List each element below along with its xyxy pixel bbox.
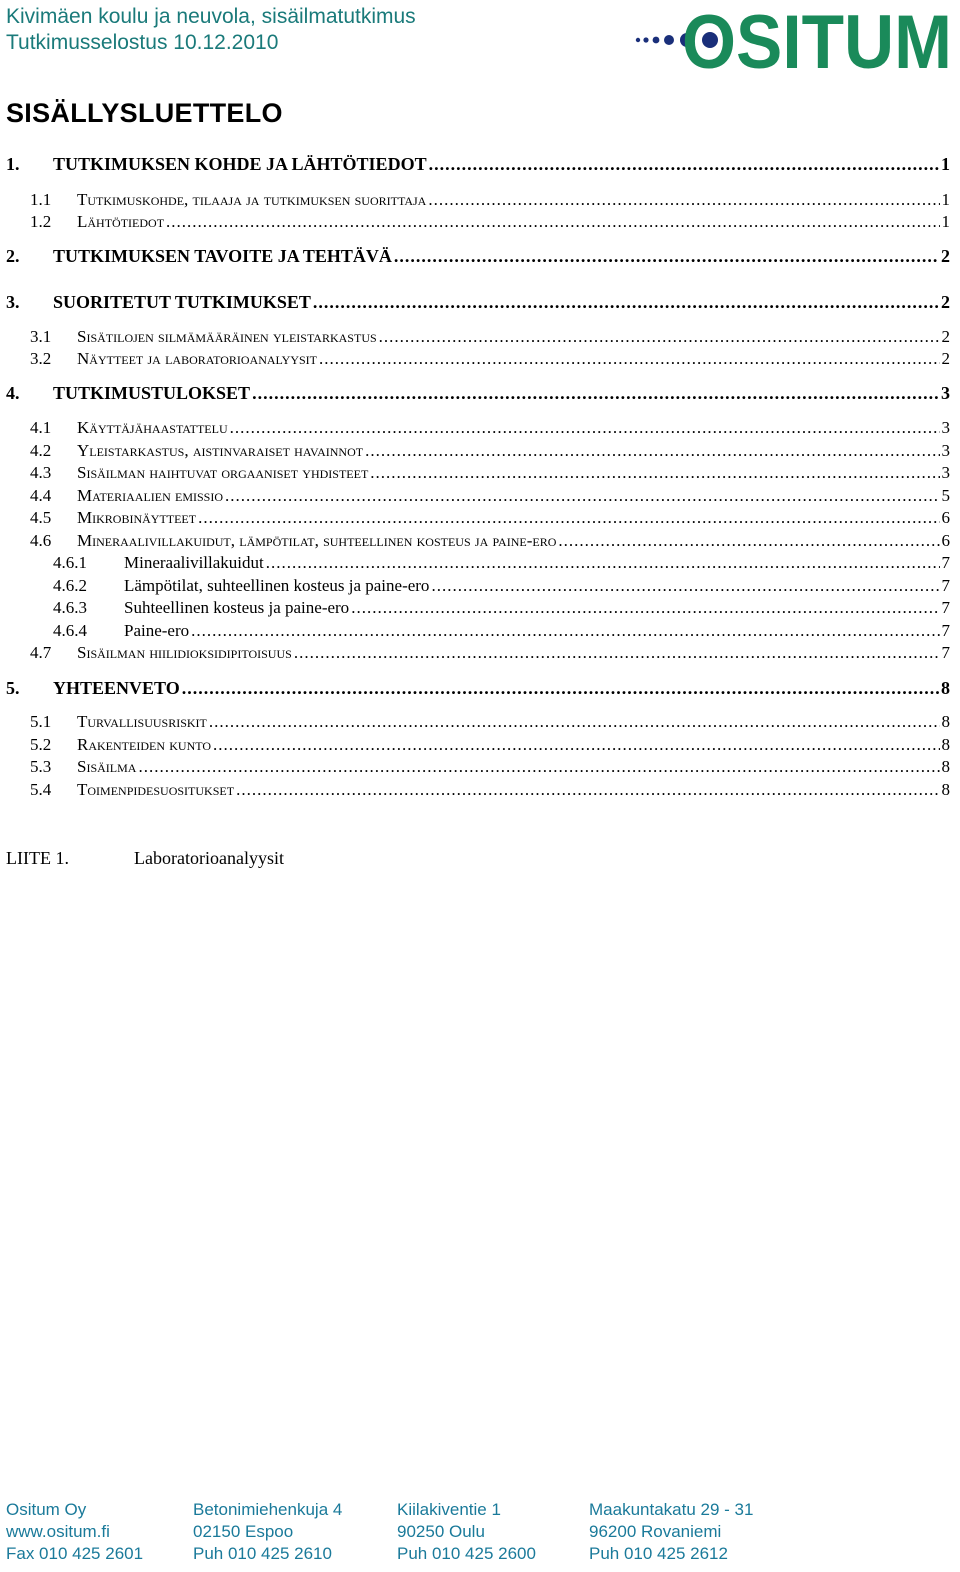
toc-entry — [6, 757, 950, 777]
ositum-logo-text: OSITUM — [682, 2, 952, 74]
footer-oulu-office — [397, 1499, 536, 1565]
toc-dot-leader — [198, 508, 939, 528]
footer-line: Betonimiehenkuja 4 — [193, 1500, 343, 1519]
toc-entry-number: 4.5 — [30, 508, 52, 527]
toc-entry-page: 3 — [941, 441, 950, 460]
toc-entry-title: TUTKIMUSTULOKSET — [53, 383, 251, 403]
footer-line: Kiilakiventie 1 — [397, 1500, 501, 1519]
toc-dot-leader — [431, 576, 939, 596]
toc-entry — [6, 508, 950, 528]
toc-entry-number: 3.2 — [30, 349, 52, 368]
toc-entry-number: 4.3 — [30, 463, 52, 482]
toc-entry-page: 7 — [941, 621, 950, 640]
toc-entry-title: TUTKIMUKSEN TAVOITE JA TEHTÄVÄ — [53, 246, 392, 266]
toc-entry — [6, 621, 950, 641]
footer-line: Puh 010 425 2612 — [589, 1544, 728, 1563]
toc-entry — [6, 712, 950, 732]
toc-dot-leader — [351, 598, 939, 618]
toc-entry — [6, 735, 950, 755]
page-title: SISÄLLYSLUETTELO — [6, 98, 283, 128]
appendix-title: Laboratorioanalyysit — [134, 848, 284, 868]
toc-entry-page: 7 — [941, 553, 950, 572]
toc-entry-number: 4.6.1 — [53, 553, 87, 572]
toc-entry-page: 7 — [941, 643, 950, 662]
toc-dot-leader — [294, 643, 940, 663]
toc-entry-title: Suhteellinen kosteus ja paine-ero — [124, 598, 350, 617]
toc-entry — [6, 418, 950, 438]
toc-entry — [6, 531, 950, 551]
toc-entry-title: Turvallisuusriskit — [77, 712, 207, 731]
toc-entry-number: 4.6.4 — [53, 621, 87, 640]
toc-entry-number: 4.4 — [30, 486, 52, 505]
footer-company — [6, 1499, 143, 1565]
appendix-label: LIITE 1. — [6, 848, 69, 868]
toc-entry-page: 6 — [941, 531, 950, 550]
toc-entry-page: 6 — [941, 508, 950, 527]
toc-dot-leader — [225, 486, 939, 506]
footer-line: 96200 Rovaniemi — [589, 1522, 722, 1541]
toc-entry-number: 5.4 — [30, 780, 52, 799]
header-report-date: Tutkimusselostus 10.12.2010 — [6, 31, 279, 54]
toc-entry-title: Lämpötilat, suhteellinen kosteus ja paine-ero — [124, 576, 430, 595]
toc-entry-page: 1 — [941, 154, 950, 174]
toc-entry — [6, 190, 950, 210]
toc-entry-number: 4.7 — [30, 643, 52, 662]
toc-entry-number: 1.2 — [30, 212, 52, 231]
toc-entry-number: 4.6.3 — [53, 598, 87, 617]
toc-entry-title: Mikrobinäytteet — [77, 508, 197, 527]
toc-entry — [6, 598, 950, 618]
toc-entry-number: 3.1 — [30, 327, 52, 346]
toc-entry-page: 2 — [941, 327, 950, 346]
header-project-title: Kivimäen koulu ja neuvola, sisäilmatutkimus — [6, 5, 416, 28]
toc-entry-page: 2 — [941, 349, 950, 368]
toc-entry-number: 3. — [6, 292, 20, 312]
toc-entry-title: TUTKIMUKSEN KOHDE JA LÄHTÖTIEDOT — [53, 154, 427, 174]
toc-entry-title: SUORITETUT TUTKIMUKSET — [53, 292, 311, 312]
toc-entry-number: 1.1 — [30, 190, 52, 209]
toc-dot-leader — [191, 621, 939, 641]
toc-entry-page: 1 — [941, 212, 950, 231]
footer-rovaniemi-office — [589, 1499, 753, 1565]
toc-dot-leader — [209, 712, 940, 732]
footer-line: Maakuntakatu 29 - 31 — [589, 1500, 754, 1519]
toc-dot-leader — [213, 735, 939, 755]
toc-dot-leader — [365, 441, 939, 461]
toc-entry — [6, 246, 950, 267]
toc-entry-number: 2. — [6, 246, 20, 266]
toc-entry-title: Sisäilman haihtuvat orgaaniset yhdisteet — [77, 463, 369, 482]
toc-entry — [6, 486, 950, 506]
toc-entry-number: 4. — [6, 383, 20, 403]
footer-line: Puh 010 425 2610 — [193, 1544, 332, 1563]
toc-entry-page: 3 — [941, 463, 950, 482]
toc-entry — [6, 383, 950, 404]
toc-entry-number: 4.1 — [30, 418, 52, 437]
toc-entry-number: 4.6.2 — [53, 576, 87, 595]
toc-entry-title: Käyttäjähaastattelu — [77, 418, 228, 437]
toc-entry-page: 2 — [941, 246, 950, 266]
toc-dot-leader — [558, 531, 939, 551]
toc-entry-page: 8 — [941, 735, 950, 754]
toc-entry-page: 7 — [941, 576, 950, 595]
appendix-entry — [6, 848, 284, 869]
toc-entry-number: 4.6 — [30, 531, 52, 550]
toc-entry-number: 1. — [6, 154, 20, 174]
ositum-logo-graphic — [632, 2, 954, 74]
toc-entry-number: 5.2 — [30, 735, 52, 754]
toc-entry — [6, 553, 950, 573]
footer-line: Ositum Oy — [6, 1500, 87, 1519]
footer-line: 90250 Oulu — [397, 1522, 485, 1541]
toc-entry-number: 5.1 — [30, 712, 52, 731]
toc-entry — [6, 780, 950, 800]
footer-line: Fax 010 425 2601 — [6, 1544, 144, 1563]
toc-entry-page: 8 — [941, 757, 950, 776]
toc-dot-leader — [379, 327, 940, 347]
footer-line: 02150 Espoo — [193, 1522, 294, 1541]
toc-entry — [6, 212, 950, 232]
toc-entry — [6, 576, 950, 596]
toc-entry-title: Yleistarkastus, aistinvaraiset havainnot — [77, 441, 364, 460]
toc-entry — [6, 643, 950, 663]
toc-entry-title: Rakenteiden kunto — [77, 735, 212, 754]
toc-entry-title: Lähtötiedot — [77, 212, 165, 231]
footer-line: Puh 010 425 2600 — [397, 1544, 536, 1563]
toc-dot-leader — [236, 780, 939, 800]
toc-dot-leader — [319, 349, 939, 369]
toc-entry-title: Tutkimuskohde, tilaaja ja tutkimuksen suorittaja — [77, 190, 427, 209]
toc-dot-leader — [313, 292, 939, 313]
toc-dot-leader — [370, 463, 939, 483]
toc-entry — [6, 463, 950, 483]
toc-entry — [6, 678, 950, 699]
toc-entry-page: 8 — [941, 678, 950, 698]
toc-entry-number: 5. — [6, 678, 20, 698]
toc-entry-title: Mineraalivillakuidut, lämpötilat, suhteellinen kosteus ja paine-ero — [77, 531, 557, 550]
toc-dot-leader — [266, 553, 940, 573]
toc-dot-leader — [182, 678, 939, 699]
toc-entry-page: 5 — [941, 486, 950, 505]
toc-entry-title: Sisätilojen silmämääräinen yleistarkastus — [77, 327, 377, 346]
toc-entry-title: Mineraalivillakuidut — [124, 553, 264, 572]
toc-dot-leader — [394, 246, 939, 267]
toc-dot-leader — [429, 154, 939, 175]
toc-entry-number: 5.3 — [30, 757, 52, 776]
toc-dot-leader — [252, 383, 939, 404]
toc-entry-page: 2 — [941, 292, 950, 312]
toc-entry-title: Toimenpidesuositukset — [77, 780, 235, 799]
toc-entry — [6, 327, 950, 347]
toc-entry-number: 4.2 — [30, 441, 52, 460]
toc-entry — [6, 349, 950, 369]
toc-dot-leader — [138, 757, 939, 777]
toc-entry-title: Näytteet ja laboratorioanalyysit — [77, 349, 318, 368]
toc-entry — [6, 292, 950, 313]
toc-entry-page: 1 — [941, 190, 950, 209]
toc-entry-title: Materiaalien emissio — [77, 486, 224, 505]
toc-dot-leader — [230, 418, 940, 438]
toc-entry-page: 3 — [941, 383, 950, 403]
toc-entry-page: 8 — [941, 712, 950, 731]
toc-dot-leader — [428, 190, 939, 210]
toc-dot-leader — [166, 212, 939, 232]
toc-entry-title: Sisäilma — [77, 757, 137, 776]
toc-entry-page: 3 — [941, 418, 950, 437]
toc-entry-title: Sisäilman hiilidioksidipitoisuus — [77, 643, 292, 662]
footer-line: www.ositum.fi — [6, 1522, 110, 1541]
ositum-logo — [632, 2, 954, 74]
toc-entry — [6, 441, 950, 461]
footer-espoo-office — [193, 1499, 342, 1565]
toc-entry-page: 7 — [941, 598, 950, 617]
toc-entry-title: Paine-ero — [124, 621, 190, 640]
toc-entry-page: 8 — [941, 780, 950, 799]
toc-entry — [6, 154, 950, 175]
toc-entry-title: YHTEENVETO — [53, 678, 180, 698]
